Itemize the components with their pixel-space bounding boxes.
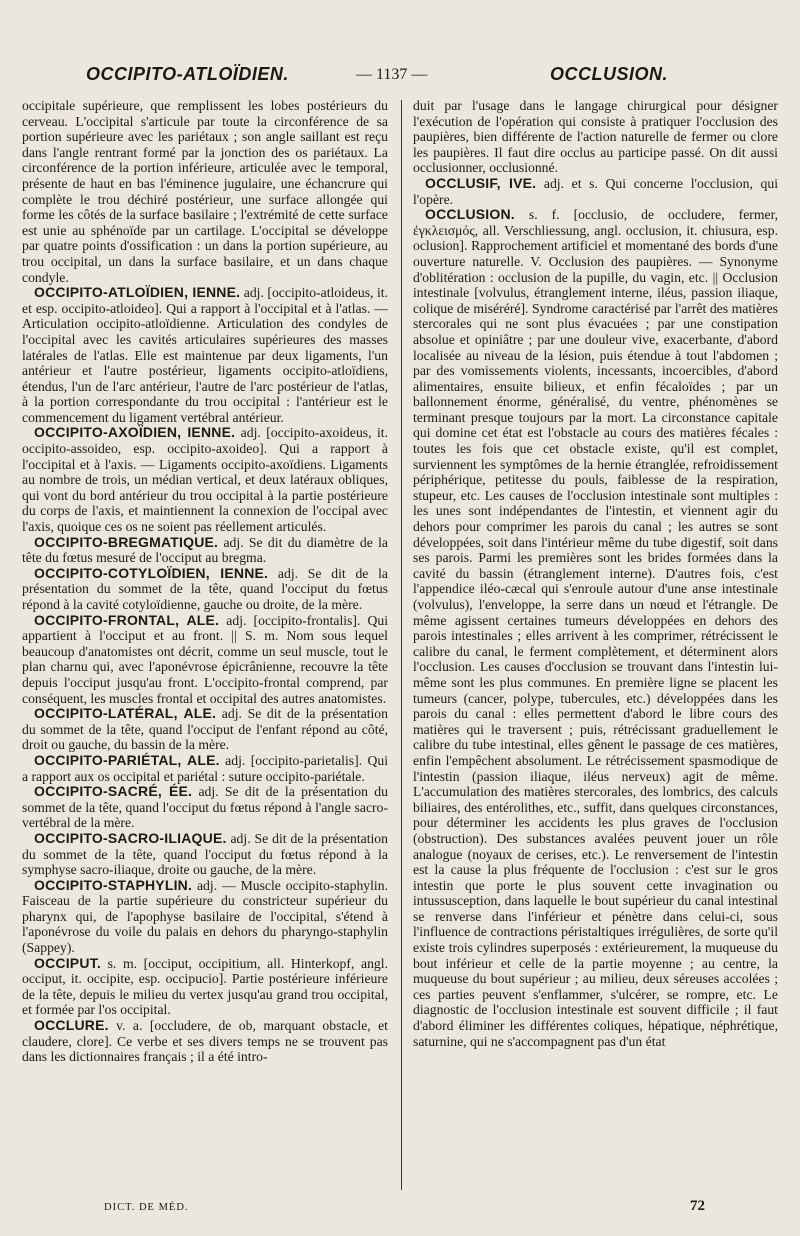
dictionary-entry — [22, 285, 388, 425]
entry-headword: OCCIPITO-BREGMATIQUE. — [34, 533, 219, 550]
header-right-guideword: OCCLUSION. — [550, 64, 669, 84]
entry-headword: OCCIPITO-FRONTAL, ALE. — [34, 611, 220, 628]
dictionary-entry — [22, 706, 388, 753]
dictionary-entry — [413, 176, 778, 207]
entry-text: adj. [occipito-parietalis]. Qui a rapport aux os occipital et pariétal : suture occipito-pariétale. — [22, 752, 389, 784]
dictionary-entry — [22, 878, 388, 956]
entry-headword: OCCIPITO-STAPHYLIN. — [34, 876, 193, 893]
entry-text: adj. Se dit de la présentation du sommet de la tête, quand l'occiput du fœtus répond à l'angle sacro-vertébral de la mère. — [22, 784, 388, 831]
entry-text: adj. Se dit de la présentation du sommet de la tête, quand l'occiput du fœtus répond à la symphyse sacro-iliaque, droite ou gauche, de la mère. — [22, 830, 388, 878]
dictionary-entry — [22, 566, 388, 613]
dictionary-entry — [22, 535, 388, 566]
entry-text: adj. — Muscle occipito-staphylin. Faisceau de la partie supérieure du constricteur supérieur du pharynx qui, de l'apophyse basilaire de l'occipital, s'étend à l'aponévrose du voile du palais en dehors du pharyngo-staphylin (Sappey). — [22, 877, 388, 956]
entry-text: s. m. [occiput, occipitium, all. Hinterkopf, angl. occiput, it. occipite, esp. occipucio]. Partie postérieure inférieure de la tête, depuis le milieu du vertex jusqu'au grand trou occipital, et formée par l'os occipital. — [22, 955, 388, 1018]
dictionary-entry — [22, 753, 388, 784]
entry-headword: OCCLUSIF, IVE. — [425, 174, 537, 191]
header-left-guideword: OCCIPITO-ATLOÏDIEN. — [86, 64, 289, 84]
dictionary-entry — [413, 98, 778, 176]
running-header — [0, 62, 800, 90]
left-column — [22, 98, 388, 1065]
entry-headword: OCCIPITO-SACRO-ILIAQUE. — [34, 829, 227, 846]
dictionary-entry — [413, 207, 778, 1049]
entry-headword: OCCIPUT. — [34, 954, 101, 971]
entry-text: v. a. [occludere, de ob, marquant obstacle, et claudere, clore]. Ce verbe et ses divers temps ne se trouvent pas dans les dictionnaires français ; il a été intro- — [22, 1018, 388, 1065]
entry-text: adj. [occipito-axoideus, it. occipito-assoideo, esp. occipito-axoideo]. Qui a rapport à l'occipital et à l'axis. — Ligaments occipito-axoïdiens. Ligaments au nombre de trois, un médian vertical, et deux latéraux obliques, qui vont du bord antérieur du trou occipital à la partie postérieure du corps de l'axis, et maintiennent la connexion de l'occipal avec l'axis, quoique ces os ne soient pas réellement articulés. — [22, 425, 388, 535]
entry-headword: OCCIPITO-ATLOÏDIEN, IENNE. — [34, 284, 241, 301]
dictionary-entry — [22, 613, 388, 707]
dictionary-entry — [22, 831, 388, 878]
entry-text: adj. [occipito-frontalis]. Qui appartient à l'occiput et au front. || S. m. Nom sous lequel beaucoup d'anatomistes ont décrit, comme un seul muscle, tout le plan charnu qui, avec l'aponévrose épicrânienne, recouvre la tête depuis l'occiput jusqu'au front. L'occipito-frontal comprend, par conséquent, les muscles frontal et occipital des autres anatomistes. — [22, 612, 389, 706]
footer-signature: DICT. DE MÉD. — [104, 1202, 189, 1213]
entry-text: s. f. [occlusio, de occludere, fermer, ἐγκλεισμός, all. Verschliessung, angl. occlusion, it. chiusura, esp. oclusion]. Rapprochement artificiel et momentané des bords d'une ouverture naturelle. V. Occlusion des paupières. — Synonyme d'oblitération : occlusion de la pupille, du vagin, etc. || Occlusion intestinale [volvulus, étranglement interne, iléus, passion iliaque, colique de miséréré]. Syndrome caractérisé par l'arrêt des matières stercorales qui ne sont plus évacuées ; par une constipation absolue et opiniâtre ; par une douleur vive, exacerbante, d'abord localisée au niveau de la lésion, puis étendue à tout l'abdomen ; par des vomissements violents, incessants, incoercibles, d'abord alimentaires, ensuite bilieux, et enfin fécaloïdes ; par un ballonnement énorme, généralisé, du ventre, phénomènes se terminant presque toujours par la mort. La circonstance capitale qui domine cet état est l'obstacle au cours des matières fécales : toutes les fois que cet obstacle existe, qu'il est complet, surviennent les symptômes de la hernie étranglée, refroidissement périphérique, petitesse du pouls, faiblesse de la respiration, stupeur, etc. Les causes de l'occlusion intestinale sont multiples : les unes sont indépendantes de l'intestin, et viennent agir du dehors pour comprimer les parois du canal ; les autres se sont développées, soit dans l'intérieur même du tube digestif, soit dans ses parois. Parmi les premières sont les brides formées dans la cavité du bassin (étranglement interne). D'autres fois, c'est l'appendice iléo-cæcal qui s'enroule autour d'une anse intestinale (volvulus), l'enveloppe, la serre dans un nœud et l'étrangle. De même agissent certaines tumeurs développées en dehors des parois intestinales ; elles arrivent à les comprimer, rétrécissent le calibre du canal, le ferment complètement, et déterminent alors l'occlusion. Les causes d'occlusion se trouvant dans l'intestin lui-même sont les plus communes. En première ligne se placent les tumeurs (cancer, polype, tubercules, etc.) développées dans les parois du canal : elles permettent d'abord le libre cours des matières qui le traversent ; puis, rétrécissant graduellement le calibre du tube intestinal, elles gênent le passage de ces matières, enfin l'empêchent absolument. Le rétrécissement spasmodique de l'intestin (passion iliaque, iléus nerveux) agit de même. L'accumulation des matières stercorales, des lombrics, des calculs biliaires, des entérolithes, etc., suffit, dans quelques circonstances, pour déterminer les accidents les plus graves de l'occlusion (obstruction). Des substances avalées peuvent jouer un rôle analogue (noyaux de cerises, etc.). Le renversement de l'intestin est la cause la plus fréquente de l'occlusion : c'est sur le gros intestin que porte le plus souvent cette invagination ou intussusception, dans laquelle le bout supérieur du canal intestinal se renverse dans l'inférieur et pénètre dans celui-ci, sous l'influence de contractions péristaltiques irrégulières, de sorte qu'il existe trois cylindres superposés : extérieurement, la muqueuse du bout inférieur et celle de la partie moyenne ; au centre, la muqueuse du bout supérieur ; au milieu, deux séreuses accolées ; ces parties peuvent s'enflammer, s'ulcérer, se rompre, etc. Le diagnostic de l'occlusion intestinale est souvent difficile ; il faut d'abord éliminer les différentes coliques, hépatique, néphrétique, saturnine, qui ne s'accompagnent pas d'un état — [413, 207, 778, 1049]
entry-text: adj. Se dit de la présentation du sommet de la tête, quand l'occiput de l'enfant répond au côté, droit ou gauche, du bassin de la mère. — [22, 706, 388, 753]
entry-headword: OCCIPITO-AXOÏDIEN, IENNE. — [34, 424, 236, 441]
dictionary-entry — [22, 956, 388, 1018]
dictionary-entry — [22, 784, 388, 831]
entry-text: adj. Se dit de la présentation du sommet de la tête, quand l'occiput du fœtus répond à la cavité cotyloïdienne, gauche ou droite, de la mère. — [22, 565, 389, 612]
entry-headword: OCCIPITO-SACRÉ, ÉE. — [34, 783, 193, 800]
entry-text: occipitale supérieure, que remplissent les lobes postérieurs du cerveau. L'occipital s'articule par toute la circonférence de sa portion supérieure avec les pariétaux ; son angle saillant est reçu dans l'angle rentrant formé par la jonction des os pariétaux. La circonférence de la portion inférieure, articulée avec le temporal, présente de haut en bas l'éminence jugulaire, une échancrure qui complète le trou déchiré postérieur, une surface allongée qui forme les côtés de la surface basilaire ; l'extrémité de cette surface est unie au sphénoïde par un cartilage. L'occipital se développe par quatre points d'ossification : un dans la portion supérieure, au trou occipital, un dans la surface basilaire, et un dans chaque condyle. — [22, 98, 388, 285]
page-number: — 1137 — — [356, 66, 428, 83]
entry-text: duit par l'usage dans le langage chirurgical pour désigner l'exécution de l'opération qui consiste à pratiquer l'occlusion des paupières, bien différente de l'action naturelle de fermer ou clore les paupières. Il faut dire occlus au participe passé. On dit aussi occlusionner, occlusionné. — [413, 98, 778, 176]
dictionary-entry — [22, 425, 388, 534]
entry-text: adj. Se dit du diamètre de la tête du fœtus mesuré de l'occiput au bregma. — [22, 534, 389, 566]
entry-headword: OCCIPITO-LATÉRAL, ALE. — [34, 705, 217, 722]
column-divider — [401, 100, 402, 1190]
entry-headword: OCCIPITO-PARIÉTAL, ALE. — [34, 751, 220, 768]
entry-text: adj. et s. Qui concerne l'occlusion, qui l'opère. — [413, 175, 778, 207]
dictionary-entry — [22, 98, 388, 285]
footer-sheet-number: 72 — [690, 1198, 705, 1214]
entry-headword: OCCIPITO-COTYLOÏDIEN, IENNE. — [34, 564, 269, 581]
right-column — [413, 98, 778, 1049]
entry-headword: OCCLUSION. — [425, 206, 515, 223]
dictionary-entry — [22, 1018, 388, 1065]
entry-text: adj. [occipito-atloideus, it. et esp. occipito-atloideo]. Qui a rapport à l'occipital et à l'atlas. — Articulation occipito-atloïdienne. Articulation des condyles de l'occipital avec les cavités articulaires supérieures des masses latérales de l'atlas. Elle est maintenue par deux ligaments, l'un antérieur et l'autre postérieur, ligaments occipito-atloïdiens, étendus, l'un de l'arc antérieur, l'autre de l'arc postérieur de l'atlas, à la portion correspondante du trou occipital : l'antérieur est le commencement du ligament vertébral antérieur. — [22, 285, 388, 425]
entry-headword: OCCLURE. — [34, 1017, 109, 1034]
